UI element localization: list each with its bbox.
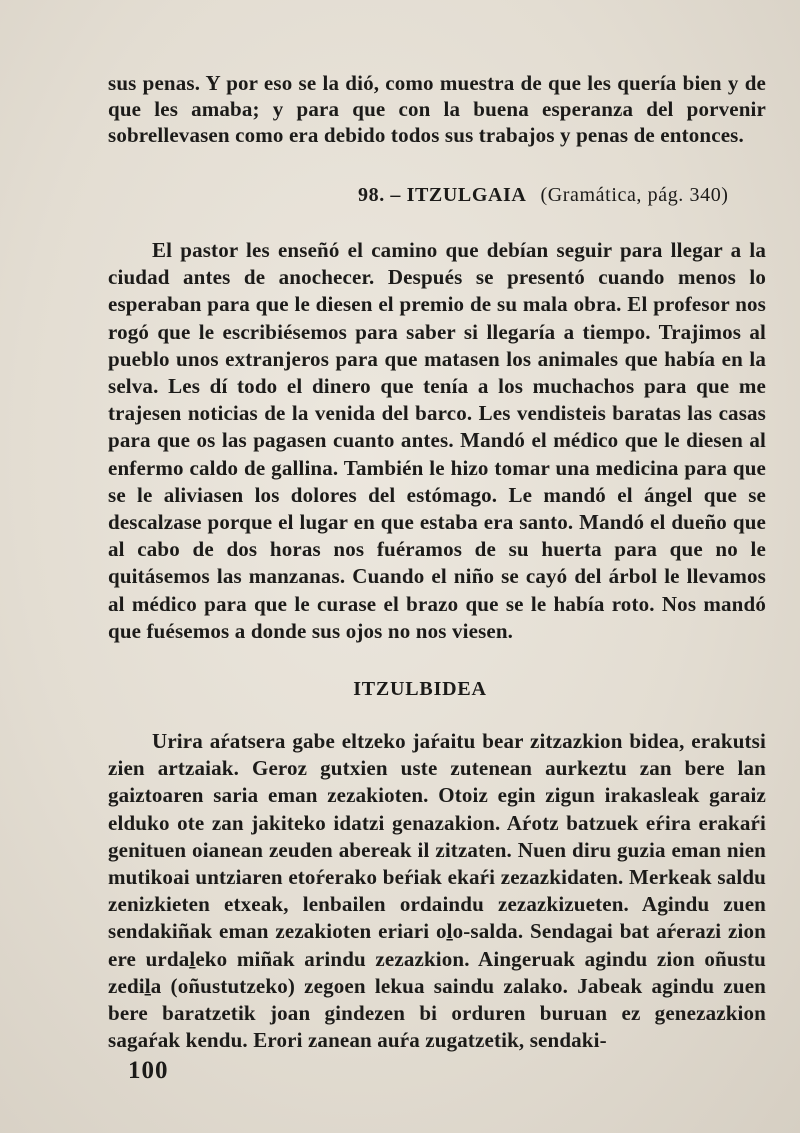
intro-text-block: [108, 70, 766, 148]
exercise-reference: (Gramática, pág. 340): [540, 184, 729, 206]
page-number: 100: [128, 1057, 169, 1084]
exercise-title: 98. – ITZULGAIA: [358, 184, 527, 206]
exercise-heading: [358, 184, 729, 207]
intro-paragraph: sus penas. Y por eso se la dió, como muestra de que les quería bien y de que les amaba; y para que con la buena esperanza del porvenir sobrellevasen como era debido todos sus trabajos y penas de entonces.: [108, 71, 766, 147]
basque-paragraph: Urira aŕatsera gabe eltzeko jaŕaitu bear zitzazkion bidea, erakutsi zien artzaiak. Geroz gutxien uste zutenean aurkeztu zan bere lan gaiztoaren saria eman zezakioten. Otoiz egin zigun irakasleak garaiz elduko ote zan jakiteko idatzi genazakion. Aŕotz batzuek eŕira erakaŕi genituen oianean zeuden abereak il zitzaten. Nuen diru guzia eman nien mutikoai untziaren etoŕerako beŕiak ekaŕi zezazkidaten. Merkeak saldu zenizkieten etxeak, lenbailen ordaindu zezazkizueten. Agindu zuen sendakiñak eman zezakioten eriari oḻo-salda. Sendagai bat aŕerazi zion ere urdaḻeko miñak arindu zezazkion. Aingeruak agindu zion oñustu zediḻa (oñustutzeko) zegoen lekua saindu zalako. Jabeak agindu zuen bere baratzetik joan gindezen bi orduren buruan ez genezazkion sagaŕak kendu. Erori zanean auŕa zugatzetik, sendaki-: [108, 729, 766, 1053]
section-title: ITZULBIDEA: [353, 678, 487, 700]
basque-text-block: [108, 728, 766, 1054]
spanish-text-block: [108, 237, 766, 645]
spanish-paragraph: El pastor les enseñó el camino que debían seguir para llegar a la ciudad antes de anochecer. Después se presentó cuando menos lo esperaban para que le diesen el premio de su mala obra. El profesor nos rogó que le escribiésemos para saber si llegaría a tiempo. Trajimos al pueblo unos extranjeros para que matasen los animales que había en la selva. Les dí todo el dinero que tenía a los muchachos para que me trajesen noticias de la venida del barco. Les vendisteis baratas las casas para que os las pagasen cuanto antes. Mandó el médico que le diesen al enfermo caldo de gallina. También le hizo tomar una medicina para que se le aliviasen los dolores del estómago. Le mandó el ángel que se descalzase porque el lugar en que estaba era santo. Mandó el dueño que al cabo de dos horas nos fuéramos de su huerta para que no le quitásemos las manzanas. Cuando el niño se cayó del árbol le llevamos al médico para que le curase el brazo que se le había roto. Nos mandó que fuésemos a donde sus ojos no nos viesen.: [108, 238, 766, 643]
